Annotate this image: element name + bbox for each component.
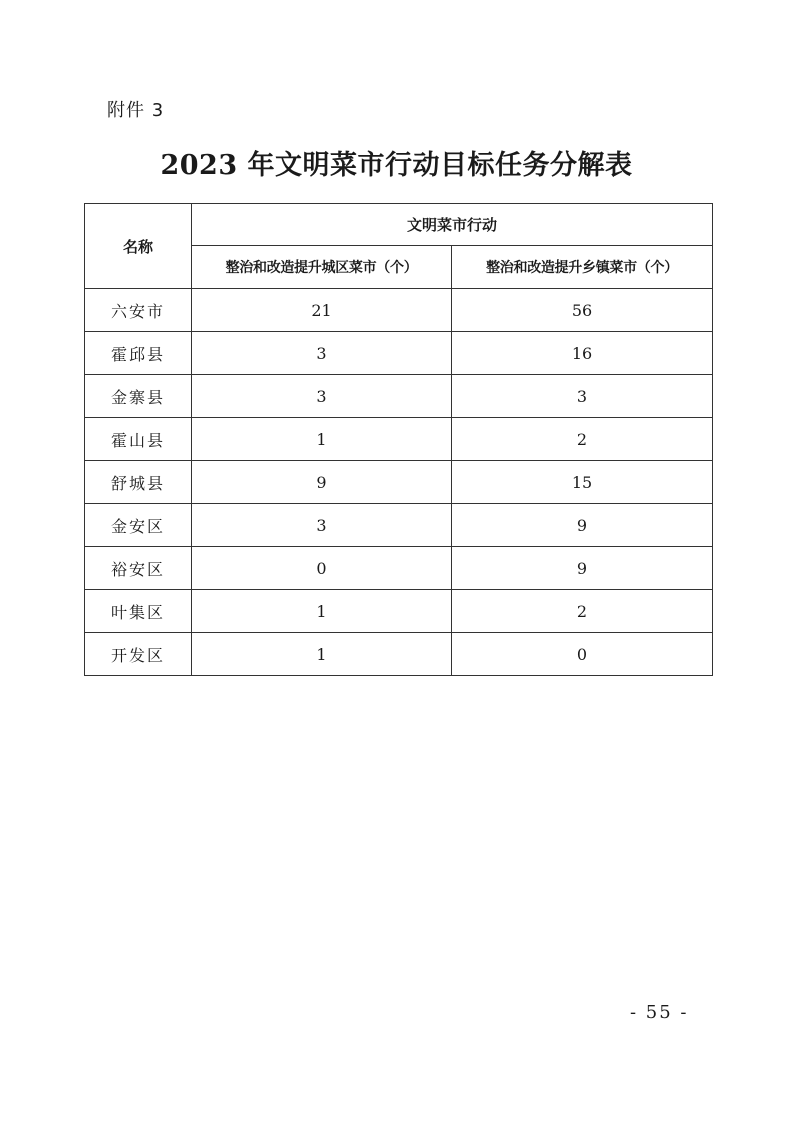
city-market-count: 3	[192, 332, 452, 375]
task-breakdown-table	[84, 203, 713, 676]
city-market-count: 1	[192, 633, 452, 676]
page-number: - 55 -	[630, 1002, 689, 1023]
town-market-count: 3	[452, 375, 713, 418]
table-row	[85, 332, 713, 375]
table-row	[85, 504, 713, 547]
table-header-row	[85, 204, 713, 246]
city-market-count: 9	[192, 461, 452, 504]
town-market-count: 2	[452, 590, 713, 633]
table-row	[85, 375, 713, 418]
region-cell: 金寨县	[85, 375, 192, 418]
region-cell: 裕安区	[85, 547, 192, 590]
town-market-count: 0	[452, 633, 713, 676]
city-market-count: 1	[192, 590, 452, 633]
table-row	[85, 289, 713, 332]
town-market-count: 9	[452, 547, 713, 590]
table-row	[85, 461, 713, 504]
town-market-count: 2	[452, 418, 713, 461]
region-cell: 开发区	[85, 633, 192, 676]
table-row	[85, 633, 713, 676]
region-cell: 霍山县	[85, 418, 192, 461]
region-cell: 舒城县	[85, 461, 192, 504]
city-market-count: 0	[192, 547, 452, 590]
town-market-column-header: 整治和改造提升乡镇菜市（个）	[452, 246, 713, 289]
table-row	[85, 418, 713, 461]
city-market-count: 21	[192, 289, 452, 332]
table-row	[85, 547, 713, 590]
city-market-count: 1	[192, 418, 452, 461]
region-cell: 叶集区	[85, 590, 192, 633]
region-cell: 六安市	[85, 289, 192, 332]
attachment-label: 附件 3	[107, 100, 165, 121]
town-market-count: 56	[452, 289, 713, 332]
table-row	[85, 590, 713, 633]
name-column-header: 名称	[85, 204, 192, 289]
document-title: 2023 年文明菜市行动目标任务分解表	[160, 150, 633, 181]
region-cell: 霍邱县	[85, 332, 192, 375]
town-market-count: 15	[452, 461, 713, 504]
city-market-count: 3	[192, 375, 452, 418]
city-market-column-header: 整治和改造提升城区菜市（个）	[192, 246, 452, 289]
action-group-header: 文明菜市行动	[192, 204, 713, 246]
town-market-count: 16	[452, 332, 713, 375]
region-cell: 金安区	[85, 504, 192, 547]
city-market-count: 3	[192, 504, 452, 547]
town-market-count: 9	[452, 504, 713, 547]
